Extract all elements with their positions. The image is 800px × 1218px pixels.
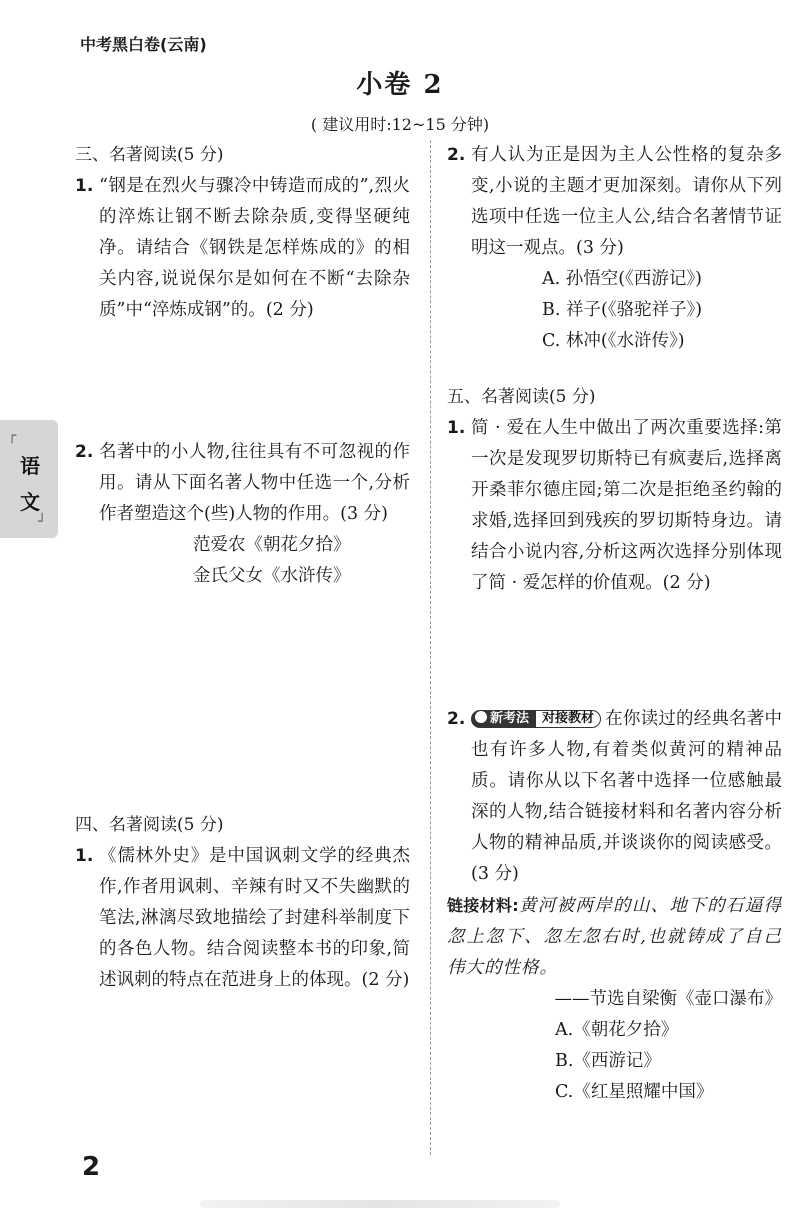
question-number: 2. [75, 442, 94, 462]
option-item: 金氏父女《水浒传》 [193, 566, 351, 586]
time-hint: ( 建议用时:12~15 分钟) [310, 115, 490, 134]
page-title: 小卷 2 [356, 70, 444, 100]
section-5-question-2 [447, 704, 782, 890]
column-divider [430, 140, 431, 1155]
section-4-question-1 [75, 841, 410, 996]
lightbulb-icon [475, 711, 487, 723]
link-material-text: 黄河被两岸的山、地下的石逼得忽上忽下、忽左忽右时,也就铸成了自己伟大的性格。 [447, 896, 783, 978]
section-3-question-2b [447, 140, 782, 264]
series-title: 中考黑白卷(云南) [80, 35, 207, 54]
section-3-question-1 [75, 171, 410, 326]
question-number: 1. [447, 418, 466, 438]
option-item: B. 祥子(《骆驼祥子》) [542, 300, 703, 320]
question-text: 名著中的小人物,往往具有不可忽视的作用。请从下面名著人物中任选一个,分析作者塑造这个(些)人物的作用。(3 分) [99, 442, 410, 524]
option-item: A. 孙悟空(《西游记》) [542, 269, 702, 289]
section-4-heading: 四、名著阅读(5 分) [75, 815, 224, 835]
section-5-question-1 [447, 413, 782, 599]
question-number: 2. [447, 709, 466, 729]
section-3-heading: 三、名著阅读(5 分) [75, 145, 224, 165]
bottom-scan-shadow [200, 1200, 560, 1208]
link-material [447, 890, 782, 984]
option-item: A.《朝花夕拾》 [555, 1020, 679, 1040]
link-material-label: 链接材料: [447, 896, 519, 915]
bracket-top-icon: ┌ [8, 428, 17, 444]
question-number: 1. [75, 176, 94, 196]
page-number: 2 [82, 1152, 101, 1182]
question-number: 2. [447, 145, 466, 165]
new-method-badge: 新考法 [471, 710, 535, 728]
subject-side-tab [0, 420, 58, 538]
option-item: C. 林冲(《水浒传》) [542, 331, 685, 351]
right-section-5 [447, 382, 782, 599]
left-section-3 [75, 140, 410, 326]
question-number: 1. [75, 846, 94, 866]
question-text: 《儒林外史》是中国讽刺文学的经典杰作,作者用讽刺、辛辣有时又不失幽默的笔法,淋漓尽致地描绘了封建科举制度下的各色人物。结合阅读整本书的印象,简述讽刺的特点在范进身上的体现。(2 分) [99, 846, 410, 990]
bracket-bottom-icon: ┘ [38, 514, 47, 530]
option-item: 范爱农《朝花夕拾》 [193, 535, 351, 555]
option-item: B.《西游记》 [555, 1051, 661, 1071]
option-item: C.《红星照耀中国》 [555, 1082, 714, 1102]
left-section-4 [75, 810, 410, 996]
right-section-5-q2 [447, 704, 782, 1108]
textbook-link-badge: 对接教材 [535, 710, 601, 728]
question-text: 在你读过的经典名著中也有许多人物,有着类似黄河的精神品质。请你从以下名著中选择一位感触最深的人物,结合链接材料和名著内容分析人物的精神品质,并谈谈你的阅读感受。(3 分) [471, 709, 782, 884]
question-text: “钢是在烈火与骤冷中铸造而成的”,烈火的淬炼让钢不断去除杂质,变得坚硬纯净。请结合《钢铁是怎样炼成的》的相关内容,说说保尔是如何在不断“去除杂质”中“淬炼成钢”的。(2 分) [99, 176, 410, 320]
question-text: 有人认为正是因为主人公性格的复杂多变,小说的主题才更加深刻。请你从下列选项中任选一位主人公,结合名著情节证明这一观点。(3 分) [471, 145, 782, 258]
left-section-3-q2 [75, 437, 410, 592]
right-section-3-q2 [447, 140, 782, 357]
link-material-source: ——节选自梁衡《壶口瀑布》 [554, 989, 782, 1009]
section-3-question-2 [75, 437, 410, 530]
side-tab-char-2: 文 [20, 490, 40, 514]
section-5-heading: 五、名著阅读(5 分) [447, 387, 596, 407]
option-list [447, 1015, 782, 1108]
question-text: 简 · 爱在人生中做出了两次重要选择:第一次是发现罗切斯特已有疯妻后,选择离开桑菲尔德庄园;第二次是拒绝圣约翰的求婚,选择回到残疾的罗切斯特身边。请结合小说内容,分析这两次选择分别体现了简 · 爱怎样的价值观。(2 分) [471, 418, 782, 593]
option-list [447, 264, 782, 357]
option-list [75, 530, 410, 592]
side-tab-char-1: 语 [20, 454, 40, 478]
